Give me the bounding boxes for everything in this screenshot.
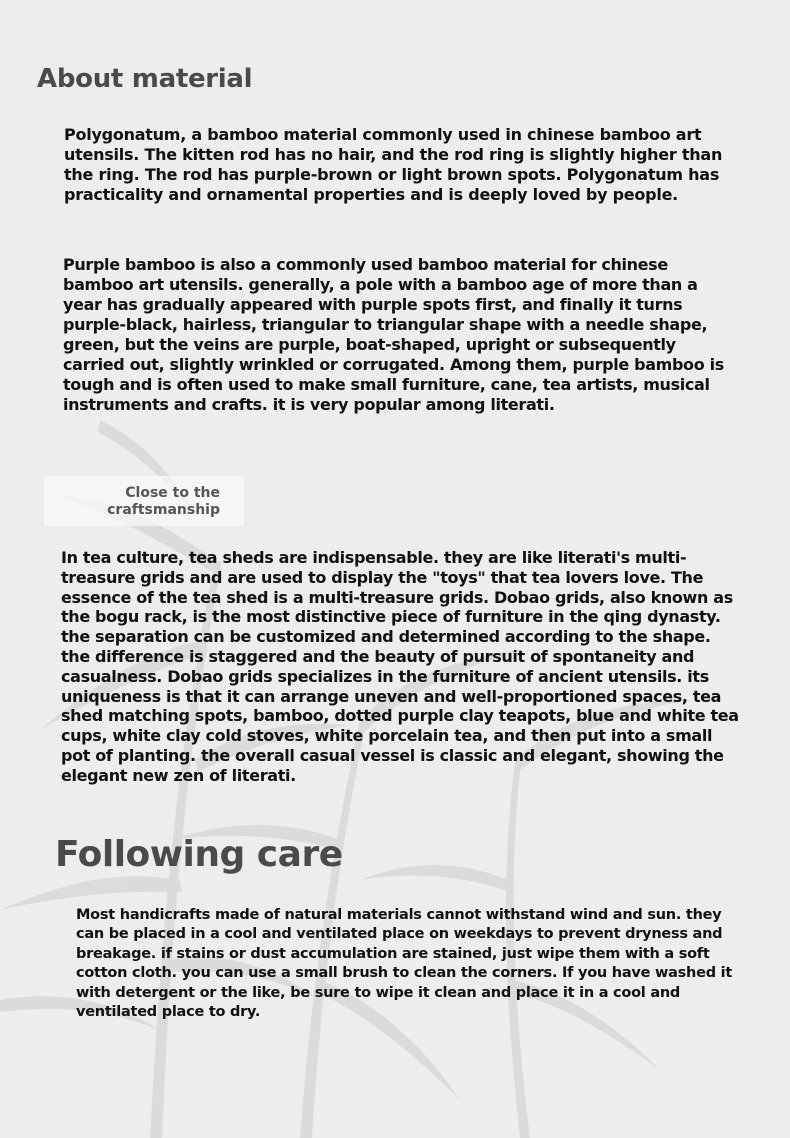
about-material-heading: About material	[37, 64, 253, 94]
polygonatum-paragraph: Polygonatum, a bamboo material commonly used in chinese bamboo art utensils. The kitten rod has no hair, and the rod ring is slightly higher than the ring. The rod has purple-brown or light brown spots. Polygonatum has practicality and ornamental properties and is deeply loved by people.	[64, 125, 723, 204]
purple-bamboo-paragraph: Purple bamboo is also a commonly used bamboo material for chinese bamboo art utensils. generally, a pole with a bamboo age of more than a year has gradually appeared with purple spots first, and finally it turns purple-black, hairless, triangular to triangular shape with a needle shape, green, but the veins are purple, boat-shaped, upright or subsequently carried out, slightly wrinkled or corrugated. Among them, purple bamboo is tough and is often used to make small furniture, cane, tea artists, musical instruments and crafts. it is very popular among literati.	[63, 255, 724, 414]
tea-culture-paragraph: In tea culture, tea sheds are indispensable. they are like literati's multi-treasure grids and are used to display the "toys" that tea lovers love. The essence of the tea shed is a multi-treasure grids. Dobao grids, also known as the bogu rack, is the most distinctive piece of furniture in the qing dynasty. the separation can be customized and determined according to the shape. the difference is staggered and the beauty of pursuit of spontaneity and casualness. Dobao grids specializes in the furniture of ancient utensils. its uniqueness is that it can arrange uneven and well-proportioned spaces, tea shed matching spots, bamboo, dotted purple clay teapots, blue and white tea cups, white clay cold stoves, white porcelain tea, and then put into a small pot of planting. the overall casual vessel is classic and elegant, showing the elegant new zen of literati.	[61, 548, 739, 785]
craftsmanship-subtitle: Close to the craftsmanship	[107, 485, 220, 518]
care-instructions-paragraph: Most handicrafts made of natural materials cannot withstand wind and sun. they can be placed in a cool and ventilated place on weekdays to prevent dryness and breakage. if stains or dust accumulation are stained, just wipe them with a soft cotton cloth. you can use a small brush to clean the corners. If you have washed it with detergent or the like, be sure to wipe it clean and place it in a cool and ventilated place to dry.	[76, 907, 733, 1021]
following-care-heading: Following care	[55, 834, 343, 875]
